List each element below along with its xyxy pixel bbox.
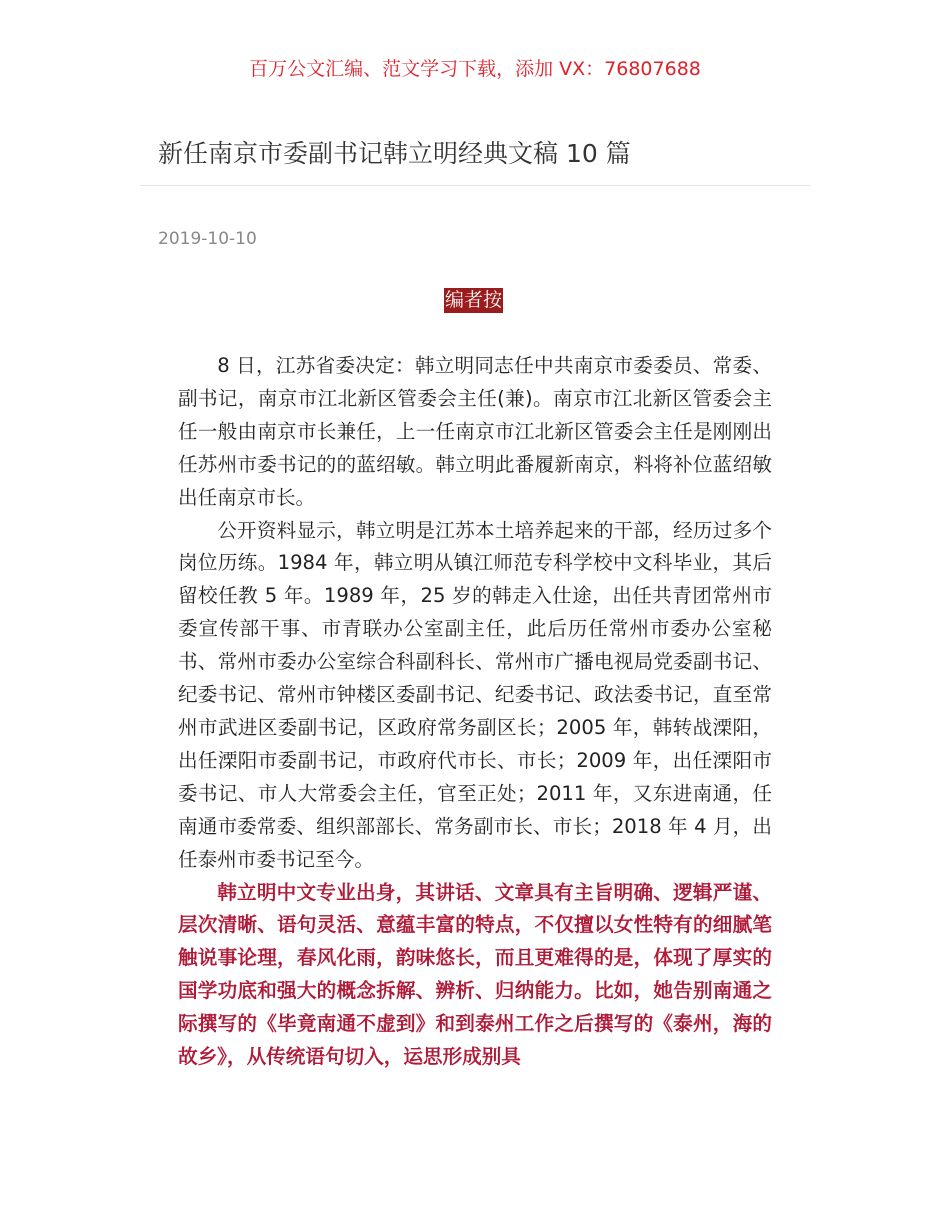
- article-paragraph-highlight: 韩立明中文专业出身，其讲话、文章具有主旨明确、逻辑严谨、层次清晰、语句灵活、意蕴丰富的特点，不仅擅以女性特有的细腻笔触说事论理，春风化雨，韵味悠长，而且更难得的是，体现了厚实的国学功底和强大的概念拆解、辨析、归纳能力。比如，她告别南通之际撰写的《毕竟南通不虚到》和到泰州工作之后撰写的《泰州，海的故乡》，从传统语句切入，运思形成别具: [178, 880, 772, 1069]
- promo-banner: 百万公文汇编、范文学习下载，添加 VX：76807688: [249, 58, 701, 80]
- page-title: 新任南京市委副书记韩立明经典文稿 10 篇: [158, 139, 631, 168]
- article-paragraph: 公开资料显示，韩立明是江苏本土培养起来的干部，经历过多个岗位历练。1984 年，韩立明从镇江师范专科学校中文科毕业，其后留校任教 5 年。1989 年，25 岁的韩走入仕途，出任共青团常州市委宣传部干事、市青联办公室副主任，此后历任常州市委办公室秘书、常州市委办公室综合科副科长、常州市广播电视局党委副书记、纪委书记、常州市钟楼区委副书记、纪委书记、政法委书记，直至常州市武进区委副书记，区政府常务副区长；2005 年，韩转战溧阳，出任溧阳市委副书记，市政府代市长、市长；2009 年，出任溧阳市委书记、市人大常委会主任，官至正处；2011 年，又东进南通，任南通市委常委、组织部部长、常务副市长、市长；2018 年 4 月，出任泰州市委书记至今。: [178, 518, 772, 871]
- article-body: [178, 350, 772, 1074]
- article-paragraph: 8 日，江苏省委决定：韩立明同志任中共南京市委委员、常委、副书记，南京市江北新区管委会主任(兼)。南京市江北新区管委会主任一般由南京市长兼任，上一任南京市江北新区管委会主任是刚刚出任苏州市委书记的的蓝绍敏。韩立明此番履新南京，料将补位蓝绍敏出任南京市长。: [178, 354, 772, 509]
- editor-note-label: 编者按: [445, 289, 503, 311]
- title-divider: [140, 185, 810, 186]
- publish-date: 2019-10-10: [158, 229, 257, 249]
